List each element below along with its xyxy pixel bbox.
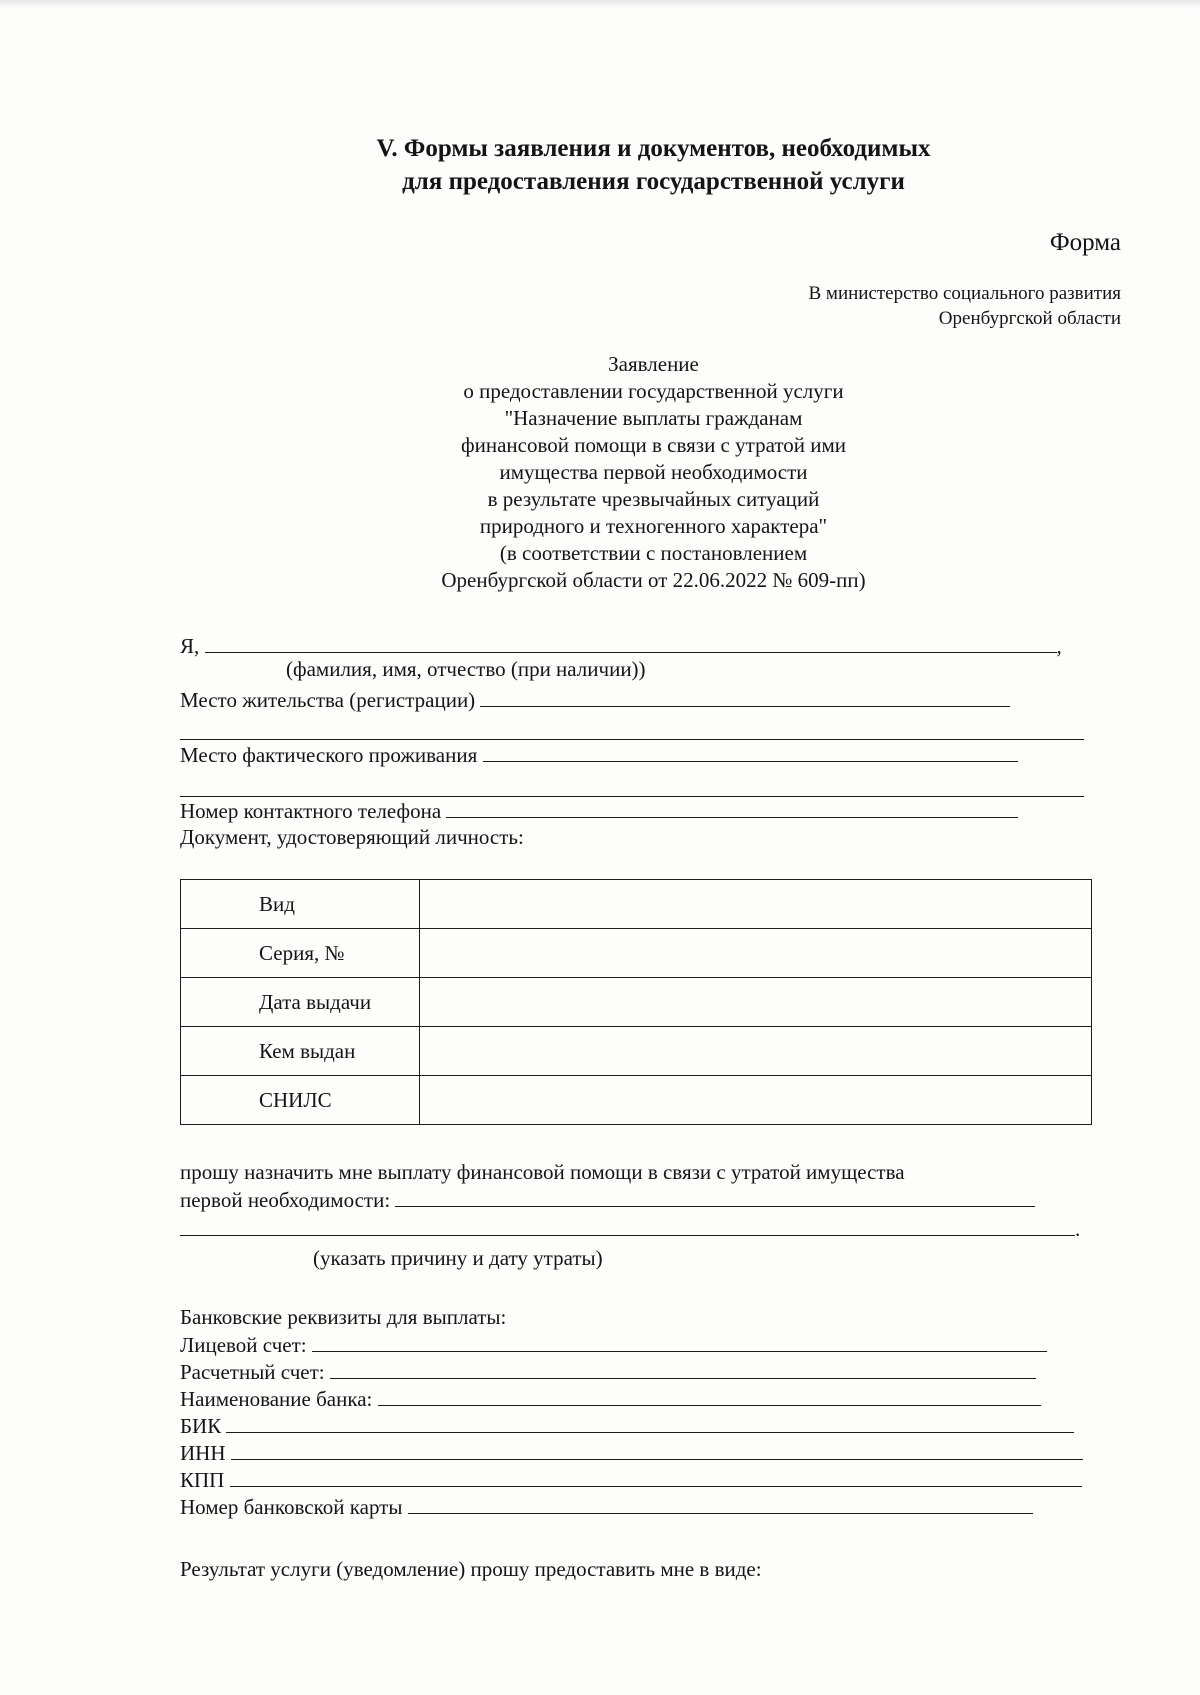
id-issued-by-cell[interactable]: [420, 1027, 1092, 1076]
title-line: Заявление: [608, 352, 699, 376]
form-label: Форма: [1049, 229, 1121, 256]
id-document-table: [180, 879, 1092, 1125]
loss-reason-hint: (указать причину и дату утраты): [313, 1246, 603, 1270]
snils-label: СНИЛС: [181, 1076, 420, 1125]
inn-row: [180, 1439, 1083, 1467]
inn-label: ИНН: [180, 1441, 226, 1465]
bik-row: [180, 1412, 1074, 1440]
settlement-account-row: [180, 1358, 1036, 1386]
bank-name-field[interactable]: [378, 1385, 1041, 1406]
table-row: [181, 929, 1092, 978]
title-line: в результате чрезвычайных ситуаций: [487, 487, 820, 511]
card-number-field[interactable]: [408, 1493, 1033, 1514]
request-line-2-row: [180, 1186, 1035, 1214]
loss-reason-field-continuation[interactable]: [180, 1215, 1075, 1236]
card-number-label: Номер банковской карты: [180, 1495, 403, 1519]
table-row: [181, 1027, 1092, 1076]
phone-row: [180, 797, 1018, 825]
section-heading-line-2: для предоставления государственной услуги: [402, 168, 905, 195]
applicant-name-field[interactable]: [205, 632, 1057, 653]
inn-field[interactable]: [231, 1439, 1083, 1460]
personal-account-label: Лицевой счет:: [180, 1333, 307, 1357]
actual-residence-row: [180, 741, 1018, 769]
phone-label: Номер контактного телефона: [180, 799, 442, 823]
actual-residence-label: Место фактического проживания: [180, 743, 478, 767]
personal-account-row: [180, 1331, 1047, 1359]
id-issue-date-label: Дата выдачи: [181, 978, 420, 1027]
card-number-row: [180, 1493, 1033, 1521]
id-issue-date-cell[interactable]: [420, 978, 1092, 1027]
bank-name-label: Наименование банка:: [180, 1387, 373, 1411]
section-heading-line-1: V. Формы заявления и документов, необходимых: [376, 135, 931, 162]
request-line-2-label: первой необходимости:: [180, 1188, 391, 1212]
loss-reason-continuation-row: .: [180, 1215, 1080, 1243]
settlement-account-field[interactable]: [330, 1358, 1036, 1379]
addressee-line-2: Оренбургской области: [938, 308, 1121, 329]
id-type-label: Вид: [181, 880, 420, 929]
bank-details-heading: Банковские реквизиты для выплаты:: [180, 1305, 507, 1329]
residence-field[interactable]: [480, 686, 1010, 707]
residence-label: Место жительства (регистрации): [180, 688, 476, 712]
loss-reason-field[interactable]: [395, 1186, 1035, 1207]
residence-field-continuation[interactable]: [180, 739, 1084, 740]
applicant-name-row: Я, ,: [180, 634, 1062, 658]
table-row: [181, 1076, 1092, 1125]
residence-row: [180, 686, 1010, 714]
id-issued-by-label: Кем выдан: [181, 1027, 420, 1076]
phone-field[interactable]: [446, 797, 1018, 818]
id-type-cell[interactable]: [420, 880, 1092, 929]
kpp-field[interactable]: [230, 1466, 1082, 1487]
snils-cell[interactable]: [420, 1076, 1092, 1125]
applicant-i-label: Я,: [180, 634, 200, 658]
title-line: "Назначение выплаты гражданам: [504, 406, 803, 430]
bik-field[interactable]: [226, 1412, 1074, 1433]
addressee: [809, 281, 1122, 331]
result-delivery-line: Результат услуги (уведомление) прошу предоставить мне в виде:: [180, 1557, 762, 1581]
table-row: [181, 880, 1092, 929]
actual-residence-field[interactable]: [483, 741, 1018, 762]
bik-label: БИК: [180, 1414, 222, 1438]
id-series-cell[interactable]: [420, 929, 1092, 978]
kpp-row: [180, 1466, 1082, 1494]
addressee-line-1: В министерство социального развития: [808, 283, 1121, 304]
request-line-1: прошу назначить мне выплату финансовой помощи в связи с утратой имущества: [180, 1160, 905, 1184]
title-line: имущества первой необходимости: [499, 460, 808, 484]
applicant-name-hint: (фамилия, имя, отчество (при наличии)): [286, 657, 646, 681]
id-document-label: Документ, удостоверяющий личность:: [180, 825, 524, 849]
settlement-account-label: Расчетный счет:: [180, 1360, 325, 1384]
title-line: Оренбургской области от 22.06.2022 № 609-пп): [441, 568, 866, 592]
id-series-label: Серия, №: [181, 929, 420, 978]
table-row: [181, 978, 1092, 1027]
title-line: природного и техногенного характера": [479, 514, 828, 538]
title-line: о предоставлении государственной услуги: [463, 379, 844, 403]
kpp-label: КПП: [180, 1468, 225, 1492]
title-line: (в соответствии с постановлением: [499, 541, 808, 565]
title-line: финансовой помощи в связи с утратой ими: [460, 433, 846, 457]
bank-name-row: [180, 1385, 1041, 1413]
personal-account-field[interactable]: [312, 1331, 1047, 1352]
application-title: [0, 351, 1200, 594]
section-heading: [0, 132, 1200, 198]
